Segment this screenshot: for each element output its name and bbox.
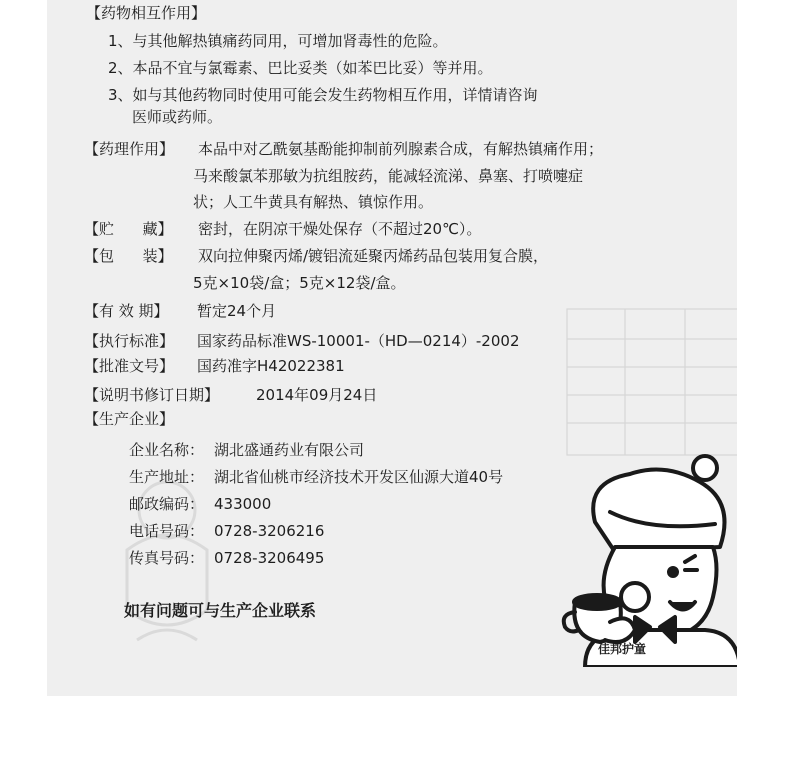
chef-mascot-illustration [555, 452, 737, 667]
storage-header: 【贮 藏】 [84, 220, 173, 238]
interaction-item-2: 2、本品不宜与氯霉素、巴比妥类（如苯巴比妥）等并用。 [108, 59, 493, 77]
contact-note: 如有问题可与生产企业联系 [124, 601, 317, 620]
manufacturer-header: 【生产企业】 [84, 410, 175, 428]
interaction-item-3: 3、如与其他药物同时使用可能会发生药物相互作用，详情请咨询 [108, 86, 538, 104]
package-line-2: 5克×10袋/盒；5克×12袋/盒。 [193, 274, 406, 292]
pharmacology-line-1: 本品中对乙酰氨基酚能抑制前列腺素合成，有解热镇痛作用； [198, 140, 604, 158]
interaction-header: 【药物相互作用】 [86, 4, 207, 22]
validity-header: 【有 效 期】 [84, 302, 169, 320]
standard-header: 【执行标准】 [84, 332, 175, 350]
interaction-item-1: 1、与其他解热镇痛药同用，可增加肾毒性的危险。 [108, 32, 448, 50]
package-header: 【包 装】 [84, 247, 173, 265]
storage-text: 密封，在阴凉干燥处保存（不超过20℃）。 [198, 220, 482, 238]
revision-text: 2014年09月24日 [256, 386, 378, 404]
revision-header: 【说明书修订日期】 [84, 386, 220, 404]
manufacturer-value-address: 湖北省仙桃市经济技术开发区仙源大道40号 [214, 468, 504, 486]
approval-header: 【批准文号】 [84, 357, 175, 375]
package-line-1: 双向拉伸聚丙烯/镀铝流延聚丙烯药品包装用复合膜， [198, 247, 549, 265]
standard-text: 国家药品标准WS-10001-（HD—0214）-2002 [197, 332, 520, 350]
manufacturer-value-name: 湖北盛通药业有限公司 [214, 441, 365, 459]
interaction-item-3-cont: 医师或药师。 [132, 108, 223, 126]
show-through-table [565, 307, 737, 457]
manufacturer-label-phone: 电话号码： [129, 522, 205, 540]
pharmacology-header: 【药理作用】 [84, 140, 175, 158]
pharmacology-line-2: 马来酸氯苯那敏为抗组胺药，能减轻流涕、鼻塞、打喷嚏症 [193, 167, 584, 185]
brand-logo-text: 佳邦护童 [598, 642, 647, 656]
manufacturer-label-address: 生产地址： [129, 468, 205, 486]
manufacturer-label-name: 企业名称： [129, 441, 205, 459]
manufacturer-value-postcode: 433000 [214, 495, 272, 513]
manufacturer-label-postcode: 邮政编码： [129, 495, 205, 513]
manufacturer-value-phone: 0728-3206216 [214, 522, 325, 540]
manufacturer-label-fax: 传真号码： [129, 549, 205, 567]
pharmacology-line-3: 状；人工牛黄具有解热、镇惊作用。 [193, 193, 434, 211]
validity-text: 暂定24个月 [197, 302, 277, 320]
approval-text: 国药准字H42022381 [197, 357, 345, 375]
manufacturer-value-fax: 0728-3206495 [214, 549, 325, 567]
leaflet-page [47, 0, 737, 696]
